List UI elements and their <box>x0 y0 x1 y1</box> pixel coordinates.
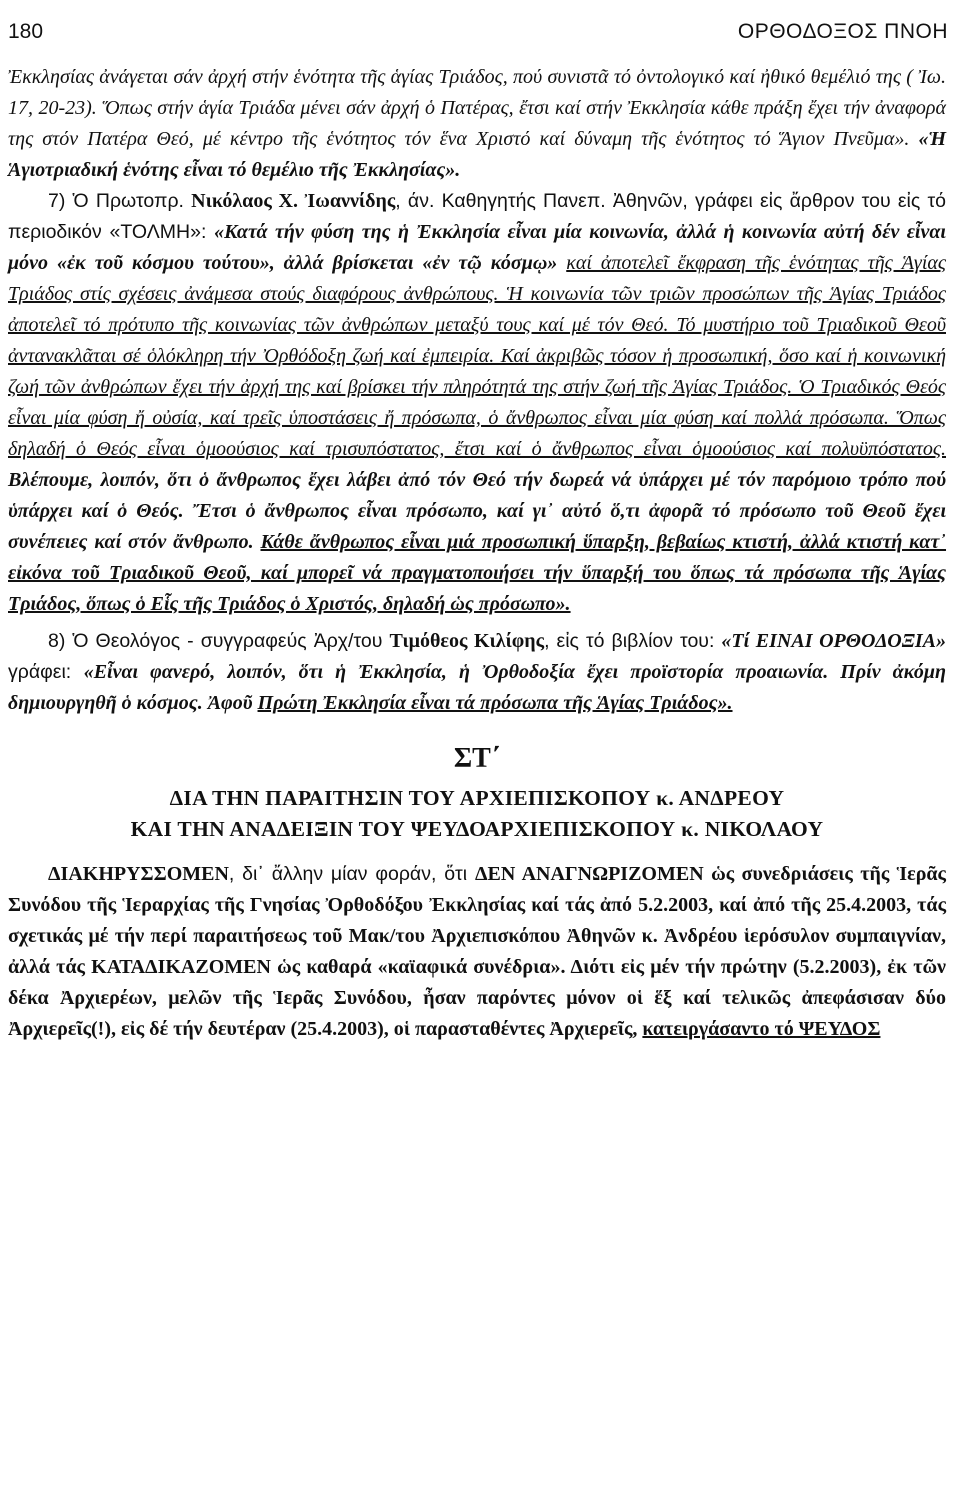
para7-quote-start: «Κατά τήν φύση της ἡ Ἐκκλησία εἶναι μία κοινωνία, ἀλλά ἡ κοινωνία αὐτή δέν εἶναι μόνο «ἐκ τοῦ κόσμου τούτου», ἀλλά βρίσκεται «ἐν τῷ κόσμῳ» <box>8 221 946 274</box>
para8-writes: γράφει: <box>8 661 84 683</box>
declare-text-underlined: κατειργάσαντο τό ΨΕΥΔΟΣ <box>642 1018 881 1040</box>
para8-after-name: , εἰς τό βιβλίον του: <box>544 630 722 652</box>
para8-quote-underlined: Πρώτη Ἐκκλησία εἶναι τά πρόσωπα τῆς Ἁγίας Τριάδος». <box>257 692 733 714</box>
para7-quote-underlined-1: καί ἀποτελεῖ ἔκφραση τῆς ἑνότητας τῆς Ἁγίας Τριάδος στίς σχέσεις ἀνάμεσα στούς διαφόρους ἀνθρώπους. Ἡ κοινωνία τῶν τριῶν προσώπων τῆς Ἁγίας Τριάδος ἀποτελεῖ τό πρότυπο τῆς κοινωνίας τῶν ἀνθρώπων μεταξύ τους καί μέ τόν Θεό. Τό μυστήριο τοῦ Τριαδικοῦ Θεοῦ ἀντανακλᾶται σέ ὁλόκληρη τήν Ὀρθόδοξη ζωή καί ἐμπειρία. Καί ἀκριβῶς τόσον ἡ προσωπική, ὅσο καί ἡ κοινωνική ζωή τῶν ἀνθρώπων ἔχει τήν ἀρχή της καί βρίσκει τήν πληρότητά της στήν ζωή τῆς Ἁγίας Τριάδος. Ὁ Τριαδικός Θεός εἶναι μία φύση ἤ οὐσία, καί τρεῖς ὑποστάσεις ἤ πρόσωπα, ὁ ἄνθρωπος εἶναι μία φύση καί πολλά πρόσωπα. Ὅπως δηλαδή ὁ Θεός εἶναι ὁμοούσιος καί τρισυπόστατος, ἔτσι καί ὁ ἄνθρωπος εἶναι ὁμοούσιος καί πολυϋπόστατος. <box>8 252 946 460</box>
page-number: 180 <box>8 20 44 43</box>
section-number: ΣΤ΄ <box>453 743 501 774</box>
declare-text-3: ὡς καθαρά «καϊαφικά συνέδρια». Διότι εἰς μέν τήν πρώτην (5.2.2003), ἐκ τῶν δέκα Ἀρχιερέων, μελῶν τῆς Ἱερᾶς Συνόδου, ἦσαν παρόντες μόνον οἱ ἕξ καί τελικῶς ἀπεφάσισαν δύο Ἀρχιερεῖς(!), εἰς δέ τήν δευτέραν (25.4.2003), οἱ παρασταθέντες Ἀρχιερεῖς, <box>8 956 946 1040</box>
section-heading-line-2: ΚΑΙ ΤΗΝ ΑΝΑΔΕΙΞΙΝ ΤΟΥ ΨΕΥΔΟΑΡΧΙΕΠΙΣΚΟΠΟΥ κ. ΝΙΚΟΛΑΟΥ <box>130 817 824 841</box>
para7-quote-bold: Βλέπουμε, λοιπόν, ὅτι ὁ ἄνθρωπος ἔχει λάβει ἀπό τόν Θεό τήν δωρεά νά ὑπάρχει μέ τόν παρόμοιο τρόπο πού ὑπάρχει καί ὁ Θεός. Ἔτσι ὁ ἄνθρωπος εἶναι πρόσωπο, καί γι᾽ αὐτό ὅ,τι ἀφορᾶ τό πρόσωπο τοῦ Θεοῦ ἔχει συνέπειες καί στόν ἄνθρωπο. <box>8 469 946 553</box>
para8-quote: «Εἶναι φανερό, λοιπόν, ὅτι ἡ Ἐκκλησία, ἡ Ὀρθοδοξία ἔχει προϊστορία προαιωνία. Πρίν ἀκόμη δημιουργηθῆ ὁ κόσμος. Ἀφοῦ <box>8 661 947 714</box>
para7-author-name: Νικόλαος Χ. Ἰωαννίδης <box>191 190 396 212</box>
section-heading-line-1: ΔΙΑ ΤΗΝ ΠΑΡΑΙΤΗΣΙΝ ΤΟΥ ΑΡΧΙΕΠΙΣΚΟΠΟΥ κ. ΑΝΔΡΕΟΥ <box>169 786 785 810</box>
para7-after-name: , άν. Καθηγητής Πανεπ. Ἀθηνῶν, γράφει εἰς ἄρθρον του εἰς τό περιοδικόν «ΤΟΛΜΗ»: <box>8 190 947 243</box>
para8-lead: 8) Ὁ Θεολόγος - συγγραφεύς Ἀρχ/του <box>48 630 390 652</box>
running-title: ΟΡΘΟΔΟΞΟΣ ΠΝΟΗ <box>737 20 948 43</box>
paragraph-7 <box>8 186 946 620</box>
para8-book-title: «Τί ΕΙΝΑΙ ΟΡΘΟΔΟΞΙΑ» <box>721 630 947 652</box>
condemn-word: ΚΑΤΑΔΙΚΑΖΟΜΕΝ <box>91 956 271 978</box>
intro-paragraph <box>8 62 946 186</box>
declare-text-1: , δι᾽ ἄλλην μίαν φοράν, ὅτι <box>228 863 475 885</box>
page-body <box>8 62 946 1045</box>
para7-quote-underlined-2: Κάθε ἄνθρωπος εἶναι μιά προσωπική ὕπαρξη, βεβαίως κτιστή, ἀλλά κτιστή κατ᾽ εἰκόνα τοῦ Τριαδικοῦ Θεοῦ, καί μπορεῖ νά πραγματοποιήσει τήν ὕπαρξή του ὅπως τά πρόσωπα τῆς Ἁγίας Τριάδος, ὅπως ὁ Εἷς τῆς Τριάδος ὁ Χριστός, δηλαδή ὡς πρόσωπο». <box>8 531 947 615</box>
intro-text: Ἐκκλησίας ἀνάγεται σάν ἀρχή στήν ἑνότητα τῆς ἁγίας Τριάδος, πού συνιστᾶ τό ὀντολογικό καί ἠθικό θεμέλιό της ( Ἰω. 17, 20-23). Ὅπως στήν ἁγία Τριάδα μένει σάν ἀρχή ὁ Πατέρας, ἔτσι καί στήν Ἐκκλησία κάθε πράξη ἔχει τήν ἀναφορά της στόν Πατέρα Θεό, μέ κέντρο τῆς ἑνότητος τόν ἕνα Χριστό καί δύναμη τῆς ἑνότητος τό Ἅγιον Πνεῦμα». <box>8 66 946 150</box>
para7-lead: 7) Ὁ Πρωτοπρ. <box>48 190 192 212</box>
not-recognize-words: ΔΕΝ ΑΝΑΓΝΩΡΙΖΟΜΕΝ <box>474 863 704 885</box>
intro-bold-quote: «Ἡ Ἁγιοτριαδική ἑνότης εἶναι τό θεμέλιο τῆς Ἐκκλησίας». <box>8 128 947 181</box>
para8-author-name: Τιμόθεος Κιλίφης <box>389 630 545 652</box>
paragraph-8 <box>8 626 946 719</box>
declaration-paragraph <box>8 859 946 1045</box>
declare-word: ΔΙΑΚΗΡΥΣΣΟΜΕΝ <box>48 863 229 885</box>
page-header <box>8 14 948 54</box>
declare-text-2: ὡς συνεδριάσεις τῆς Ἱερᾶς Συνόδου τῆς Ἱεραρχίας τῆς Γνησίας Ὀρθοδόξου Ἐκκλησίας καί τάς ἀπό 5.2.2003, καί ἀπό τῆς 25.4.2003, τάς σχετικάς μέ τήν περί παραιτήσεως τοῦ Μακ/του Ἀρχιεπισκόπου Ἀθηνῶν κ. Ἀνδρέου ἱερόσυλον συμπαιγνίαν, ἀλλά τάς <box>8 863 946 978</box>
